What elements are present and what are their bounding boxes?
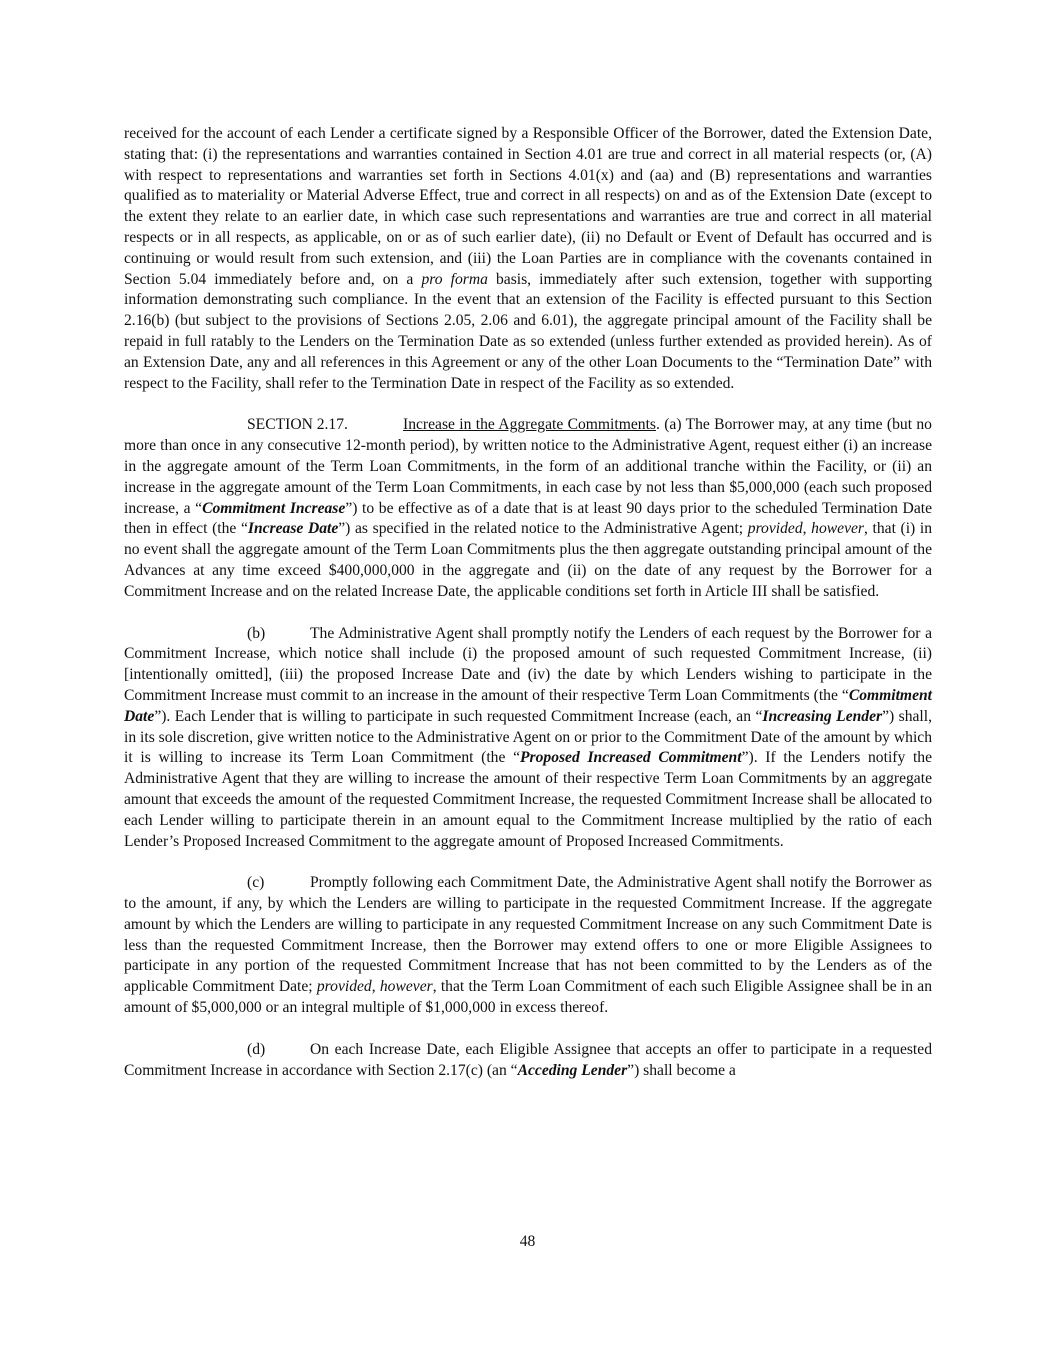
italic-term: provided — [747, 520, 803, 538]
clause-label: (b) — [247, 624, 266, 642]
italic-term: however — [379, 978, 433, 996]
defined-term: Increase Date — [247, 520, 339, 538]
defined-term: Commitment Date — [124, 686, 932, 725]
section-label: SECTION 2.17. — [247, 416, 348, 434]
defined-term: Increasing Lender — [762, 707, 883, 725]
italic-term: pro forma — [421, 270, 488, 288]
section-heading: Increase in the Aggregate Commitments — [403, 416, 656, 434]
defined-term: Commitment Increase — [202, 499, 346, 517]
defined-term: Acceding Lender — [517, 1061, 628, 1079]
paragraph-c: (c) Promptly following each Commitment Date, the Administrative Agent shall notify the Borrower as to the amount, if any, by which the Lenders are willing to participate in the requested Commitment Increase. If the aggregate amount by which the Lenders are willing to participate in any requested Commitment Increase on any such Commitment Date is less than the requested Commitment Increase, then the Borrower may extend offers to one or more Eligible Assignees to participate in any portion of the requested Commitment Increase that has not been committed to by the Lenders as of the applicable Commitment Date; provided, however, that the Term Loan Commitment of each such Eligible Assignee shall be in an amount of $5,000,000 or an integral multiple of $1,000,000 in excess thereof. — [124, 874, 932, 1017]
paragraph-section-2-17: SECTION 2.17. Increase in the Aggregate Commitments. (a) The Borrower may, at any time (but no more than once in any consecutive 12-month period), by written notice to the Administrative Agent, request either (i) an increase in the aggregate amount of the Term Loan Commitments, in the form of an additional tranche within the Facility, or (ii) an increase in the aggregate amount of the Term Loan Commitments, in each case by not less than $5,000,000 (each such proposed increase, a “Commitment Increase”) to be effective as of a date that is at least 90 days prior to the scheduled Termination Date then in effect (the “Increase Date”) as specified in the related notice to the Administrative Agent; provided, however, that (i) in no event shall the aggregate amount of the Term Loan Commitments plus the then aggregate outstanding principal amount of the Advances at any time exceed $400,000,000 in the aggregate and (ii) on the date of any request by the Borrower for a Commitment Increase and on the related Increase Date, the applicable conditions set forth in Article III shall be satisfied. — [124, 416, 933, 600]
defined-term: Proposed Increased Commitment — [520, 749, 742, 767]
paragraph-extension-certificate: received for the account of each Lender a certificate signed by a Responsible Officer of the Borrower, dated the Extension Date, stating that: (i) the representations and warranties contained in Section 4.01 are true and correct in all material respects (or, (A) with respect to representations and warranties set forth in Sections 4.01(x) and (aa) and (B) representations and warranties qualified as to materiality or Material Adverse Effect, true and correct in all respects) on and as of the Extension Date (except to the extent they relate to an earlier date, in which case such representations and warranties are true and correct in all material respects or in all respects, as applicable, on or as of such earlier date), (ii) no Default or Event of Default has occurred and is continuing or would result from such extension, and (iii) the Loan Parties are in compliance with the covenants contained in Section 5.04 immediately before and, on a pro forma basis, immediately after such extension, together with supporting information demonstrating such compliance. In the event that an extension of the Facility is effected pursuant to this Section 2.16(b) (but subject to the provisions of Sections 2.05, 2.06 and 6.01), the aggregate principal amount of the Facility shall be repaid in full ratably to the Lenders on the Termination Date as so extended (unless further extended as provided herein). As of an Extension Date, any and all references in this Agreement or any of the other Loan Documents to the “Termination Date” with respect to the Facility, shall refer to the Termination Date in respect of the Facility as so extended. — [124, 125, 932, 392]
italic-term: provided — [316, 978, 372, 996]
clause-label: (d) — [247, 1040, 266, 1058]
paragraph-d: (d) On each Increase Date, each Eligible Assignee that accepts an offer to participate in a requested Commitment Increase in accordance with Section 2.17(c) (an “Acceding Lender”) shall become a — [124, 1040, 932, 1079]
paragraph-b: (b) The Administrative Agent shall promptly notify the Lenders of each request by the Borrower for a Commitment Increase, which notice shall include (i) the proposed amount of such requested Commitment Increase, (ii) [intentionally omitted], (iii) the proposed Increase Date and (iv) the date by which Lenders wishing to participate in the Commitment Increase must commit to an increase in the amount of their respective Term Loan Commitments (the “Commitment Date”). Each Lender that is willing to participate in such requested Commitment Increase (each, an “Increasing Lender”) shall, in its sole discretion, give written notice to the Administrative Agent on or prior to the Commitment Date of the amount by which it is willing to increase its Term Loan Commitment (the “Proposed Increased Commitment”). If the Lenders notify the Administrative Agent that they are willing to increase the amount of their respective Term Loan Commitments by an aggregate amount that exceeds the amount of the requested Commitment Increase, the requested Commitment Increase shall be allocated to each Lender willing to participate therein in an amount equal to the Commitment Increase multiplied by the ratio of each Lender’s Proposed Increased Commitment to the aggregate amount of Proposed Increased Commitments. — [124, 624, 933, 850]
page-number: 48 — [519, 1233, 536, 1250]
clause-label: (c) — [247, 874, 265, 892]
italic-term: however — [811, 520, 864, 538]
document-page — [124, 124, 932, 1081]
